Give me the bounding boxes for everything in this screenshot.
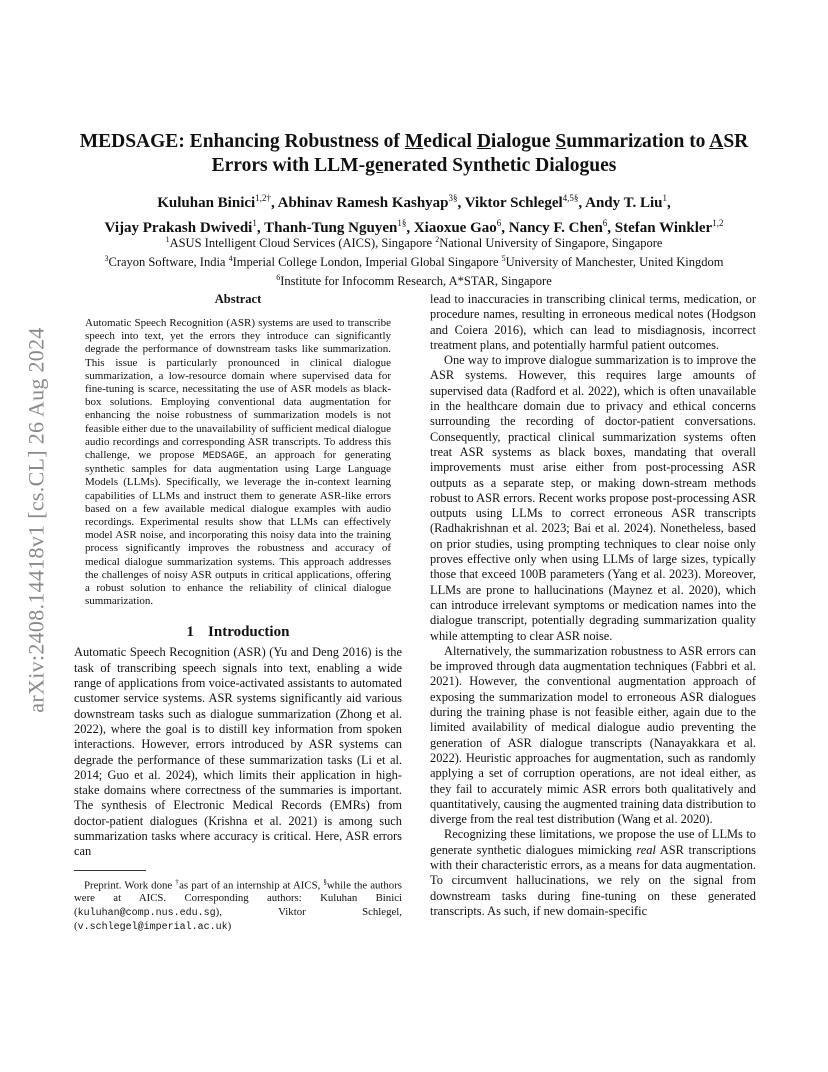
arxiv-identifier-text: arXiv:2408.14418v1 [cs.CL] 26 Aug 2024 <box>24 327 49 713</box>
author: Abhinav Ramesh Kashyap <box>277 195 449 211</box>
author: Stefan Winkler <box>614 220 713 236</box>
affiliation-line-2: $^3$Crayon Software, India $^4$Imperial College London, Imperial Global Singapore $^5$University of Manchester, United Kingdom <box>104 254 724 270</box>
intro-paragraph-4: Alternatively, the summarization robustness to ASR errors can be improved through data augmentation techniques (Fabbri et al. 2021). However, the conventional augmentation approach of exposing the summarization model to erroneous ASR dialogues during the training phase is not feasible either, again due to the limited availability of medical dialogue audio preventing the generation of ASR dialogue transcripts (Nanayakkara et al. 2022). Heuristic approaches for augmentation, such as randomly applying a set of corruption operations, are not ideal either, as they fail to accurately mimic ASR errors both qualitatively and quantitatively, causing the augmented training data distribution to diverge from the real test distribution (Wang et al. 2020). <box>430 643 756 827</box>
email-link[interactable]: v.schlegel@imperial.ac.uk <box>77 921 228 933</box>
email-link[interactable]: kuluhan@comp.nus.edu.sg <box>77 907 216 919</box>
left-column <box>74 292 402 934</box>
author: Nancy F. Chen <box>508 220 603 236</box>
author: Andy T. Liu <box>585 195 663 211</box>
author: Viktor Schlegel <box>464 195 563 211</box>
arxiv-identifier <box>24 285 50 755</box>
intro-paragraph-1: Automatic Speech Recognition (ASR) (Yu and Deng 2016) is the task of transcribing speech signals into text, enabling a wide range of applications from voice-activated assistants to automated customer service systems. ASR systems significantly aid various downstream tasks such as dialogue summarization (Zhong et al. 2022), where the goal is to distill key information from spoken interactions. However, errors introduced by ASR systems can degrade the performance of these summarization tasks (Li et al. 2014; Guo et al. 2024), which limits their application in high-stake domains where correctness of the summaries is important. The synthesis of Electronic Medical Records (EMRs) from doctor-patient dialogues (Krishna et al. 2021) is among such summarization tasks where accuracy is critical. Here, ASR errors can <box>74 645 402 859</box>
right-column <box>430 292 756 919</box>
author: Thanh-Tung Nguyen <box>264 220 398 236</box>
affiliations <box>60 232 768 289</box>
intro-paragraph-2: lead to inaccuracies in transcribing clinical terms, medication, or procedure names, resulting in erroneous medical notes (Hodgson and Coiera 2016), which can lead to misdiagnosis, incorrect treatment plans, and potentially harmful patient outcomes. <box>430 292 756 352</box>
author: Kuluhan Binici <box>157 195 256 211</box>
footnote-divider <box>74 870 146 871</box>
author-list <box>60 188 768 238</box>
method-name: MEDSAGE <box>202 451 245 463</box>
author: Vijay Prakash Dwivedi <box>104 220 253 236</box>
footnote: Preprint. Work done †as part of an internship at AICS, §while the authors were at AICS. Corresponding authors: Kuluhan Binici (kuluhan@comp.nus.edu.sg), Viktor Schlegel, (v.schlegel@imperial.ac.uk) <box>74 877 403 933</box>
affiliation-line-3: $^6$Institute for Infocomm Research, A*STAR, Singapore <box>276 273 552 289</box>
paper-title: MEDSAGE: Enhancing Robustness of Medical Dialogue Summarization to ASR Errors with LLM-generated Synthetic Dialogues <box>79 131 749 176</box>
intro-paragraph-3: One way to improve dialogue summarization is to improve the ASR systems. However, this requires large amounts of supervised data (Radford et al. 2022), which is often unavailable in the healthcare domain due to privacy and ethical concerns surrounding the recording of doctor-patient conversations. Consequently, practical clinical summarization systems often treat ASR systems as black boxes, mandating that overall improvements must arise either from post-processing ASR outputs as a separate step, or making down-stream methods robust to ASR errors. Recent works propose post-processing ASR outputs using LLMs to correct erroneous ASR transcripts (Radhakrishnan et al. 2023; Bai et al. 2024). Nonetheless, based on prior studies, using prompting techniques to clear noise only proves effective only when using LLMs of large sizes, typically those that exceed 100B parameters (Yang et al. 2023). Moreover, LLMs are prone to hallucinations (Maynez et al. 2020), which can introduce irrelevant symptoms or medication names into the dialogue transcript, potentially degrading summarization quality while attempting to clear ASR noise. <box>430 353 756 643</box>
author-line-2: Vijay Prakash Dwivedi$^1$, Thanh-Tung Nguyen$^{1\S}$, Xiaoxue Gao$^6$, Nancy F. Chen$^6$, Stefan Winkler$^{1,2}$ <box>104 218 724 236</box>
author-line-1: Kuluhan Binici$^{1,2\dagger}$, Abhinav Ramesh Kashyap$^{3\S}$, Viktor Schlegel$^{4,5\S}$, Andy T. Liu$^1$, <box>157 193 671 211</box>
affiliation-line-1: $^1$ASUS Intelligent Cloud Services (AICS), Singapore $^2$National University of Singapore, Singapore <box>165 235 663 251</box>
intro-paragraph-5: Recognizing these limitations, we propose the use of LLMs to generate synthetic dialogues mimicking real ASR transcriptions with their characteristic errors, as a means for data augmentation. To circumvent hallucinations, we rely on the signal from downstream tasks during fine-tuning on these generated transcripts. As such, if new domain-specific <box>430 827 756 918</box>
section-heading-introduction: 1 Introduction <box>186 624 290 641</box>
abstract-text: Automatic Speech Recognition (ASR) systems are used to transcribe speech into text, yet the errors they introduce can significantly degrade the performance of downstream tasks like summarization. This issue is particularly pronounced in clinical dialogue summarization, a low-resource domain where supervised data for fine-tuning is scarce, necessitating the use of ASR models as black-box solutions. Employing conventional data augmentation for enhancing the noise robustness of summarization models is not feasible either due to the unavailability of sufficient medical dialogue audio recordings and corresponding ASR transcripts. To address this challenge, we propose MEDSAGE, an approach for generating synthetic samples for data augmentation using Large Language Models (LLMs). Specifically, we leverage the in-context learning capabilities of LLMs and instruct them to generate ASR-like errors based on a few available medical dialogue examples with audio recordings. Experimental results show that LLMs can effectively model ASR noise, and incorporating this noisy data into the training process significantly improves the robustness and accuracy of medical dialogue summarization systems. This approach addresses the challenges of noisy ASR outputs in critical applications, offering a robust solution to enhance the reliability of clinical dialogue summarization. <box>85 317 391 608</box>
abstract-heading: Abstract <box>214 292 262 306</box>
author: Xiaoxue Gao <box>413 220 497 236</box>
